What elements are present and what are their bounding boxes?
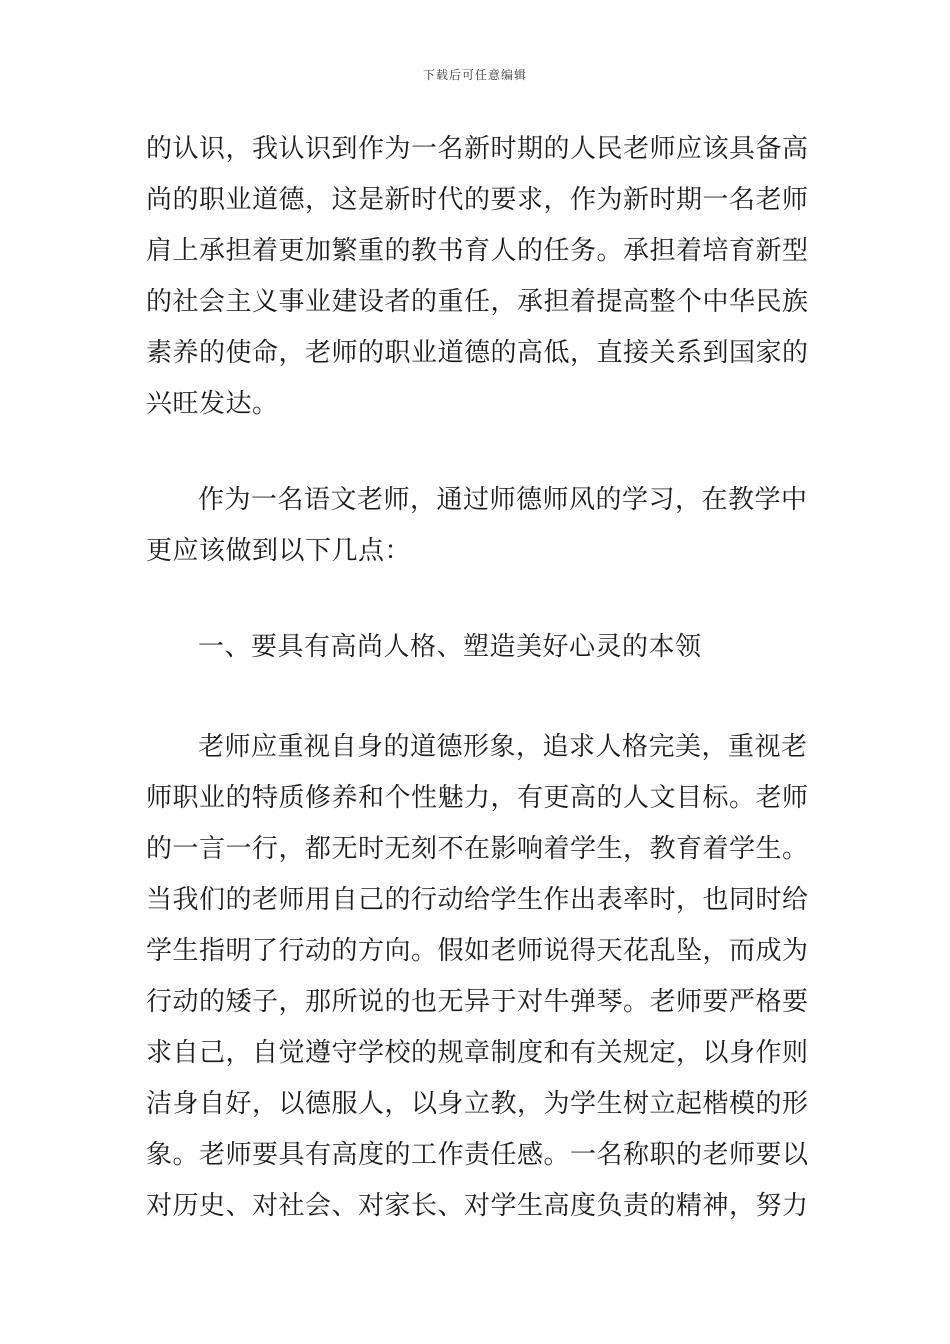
text-line: 肩上承担着更加繁重的教书育人的任务。承担着培育新型 [146, 236, 809, 266]
text-line: 尚的职业道德，这是新时代的要求，作为新时期一名老师 [146, 185, 809, 215]
heading-text: 一、要具有高尚人格、塑造美好心灵的本领 [198, 632, 702, 662]
text-line: 的一言一行，都无时无刻不在影响着学生，教育着学生。 [146, 834, 809, 864]
text-line: 的认识，我认识到作为一名新时期的人民老师应该具备高 [146, 134, 809, 164]
text-line: 师职业的特质修养和个性魅力，有更高的人文目标。老师 [146, 783, 809, 813]
text-line: 学生指明了行动的方向。假如老师说得天花乱坠，而成为 [146, 936, 809, 966]
section-heading [146, 622, 810, 673]
text-line: 对历史、对社会、对家长、对学生高度负责的精神，努力 [146, 1191, 809, 1221]
text-line: 洁身自好，以德服人，以身立教，为学生树立起楷模的形 [146, 1089, 809, 1119]
header-note: 下载后可任意编辑 [422, 68, 527, 82]
paragraph-1 [146, 124, 810, 430]
text-line: 行动的矮子，那所说的也无异于对牛弹琴。老师要严格要 [146, 987, 809, 1017]
text-line: 作为一名语文老师，通过师德师风的学习，在教学中 [198, 485, 808, 515]
text-line: 兴旺发达。 [146, 389, 279, 419]
text-line: 当我们的老师用自己的行动给学生作出表率时，也同时给 [146, 885, 809, 915]
text-line: 求自己，自觉遵守学校的规章制度和有关规定，以身作则 [146, 1038, 809, 1068]
paragraph-4 [146, 722, 810, 1232]
text-line: 更应该做到以下几点： [146, 536, 412, 566]
text-line: 象。老师要具有高度的工作责任感。一名称职的老师要以 [146, 1140, 809, 1170]
text-line: 素养的使命，老师的职业道德的高低，直接关系到国家的 [146, 338, 809, 368]
paragraph-2 [146, 475, 810, 577]
text-line: 老师应重视自身的道德形象，追求人格完美，重视老 [198, 732, 808, 762]
text-line: 的社会主义事业建设者的重任，承担着提高整个中华民族 [146, 287, 809, 317]
